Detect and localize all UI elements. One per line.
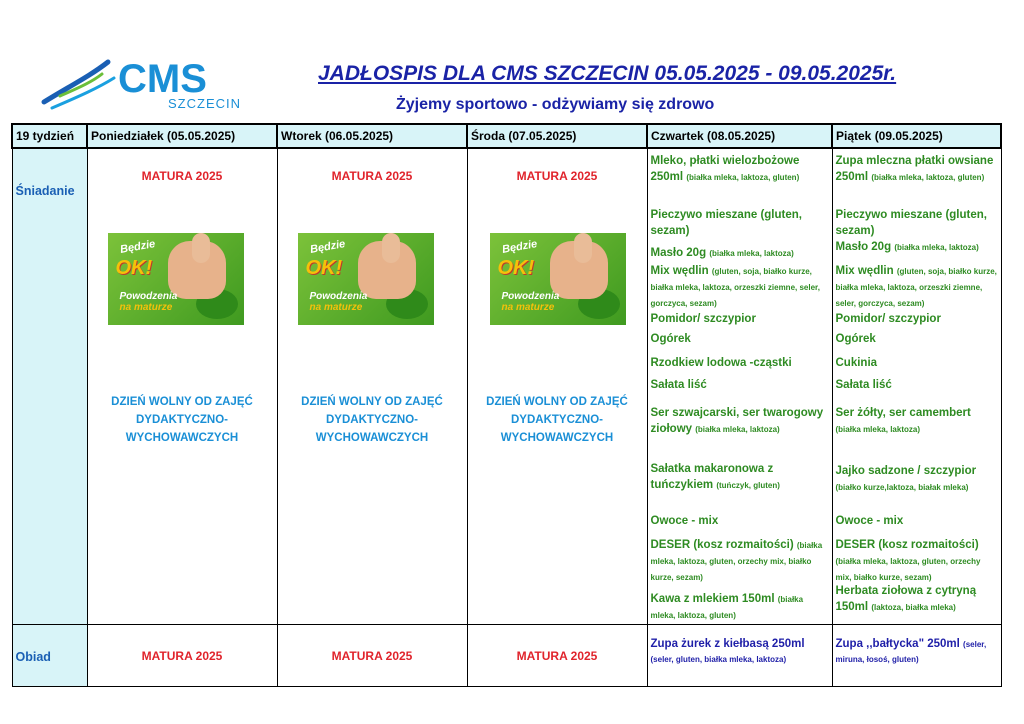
day-thursday: Czwartek (08.05.2025) bbox=[647, 124, 832, 148]
monday-breakfast bbox=[87, 148, 277, 624]
matura-label: MATURA 2025 bbox=[516, 648, 598, 663]
menu-item: Masło 20g (białka mleka, laktoza) bbox=[835, 241, 979, 253]
menu-item: Pieczywo mieszane (gluten, sezam) bbox=[835, 209, 987, 237]
menu-table bbox=[11, 123, 1002, 687]
tuesday-breakfast bbox=[277, 148, 467, 624]
menu-item: Sałata liść bbox=[835, 379, 892, 391]
menu-item: DESER (kosz rozmaitości) (białka mleka, laktoza, gluten, orzechy mix, białko kurze, sezam) bbox=[650, 539, 823, 582]
good-luck-image: Będzie OK! Powodzenia na maturze bbox=[490, 233, 626, 325]
matura-label: MATURA 2025 bbox=[141, 169, 223, 183]
menu-item: Ogórek bbox=[650, 333, 691, 345]
day-off-text: DZIEŃ WOLNY OD ZAJĘĆ DYDAKTYCZNO- WYCHOWAWCZYCH bbox=[301, 396, 443, 444]
menu-item: Sałatka makaronowa z tuńczykiem (tuńczyk, gluten) bbox=[650, 463, 780, 491]
matura-label: MATURA 2025 bbox=[516, 169, 598, 183]
menu-item: Kawa z mlekiem 150ml (białka mleka, laktoza, gluten) bbox=[650, 593, 804, 620]
matura-label: MATURA 2025 bbox=[331, 169, 413, 183]
thursday-lunch: Zupa żurek z kiełbasą 250ml (seler, gluten, białka mleka, laktoza) bbox=[650, 637, 805, 664]
menu-item: Pomidor/ szczypior bbox=[650, 313, 756, 325]
friday-lunch: Zupa ,,bałtycka" 250ml (seler, miruna, łosoś, gluten) bbox=[835, 637, 987, 664]
matura-label: MATURA 2025 bbox=[141, 648, 223, 663]
menu-item: Mleko, płatki wielozbożowe 250ml (białka mleka, laktoza, gluten) bbox=[650, 155, 800, 183]
lunch-row bbox=[12, 624, 1001, 686]
menu-item: Sałata liść bbox=[650, 379, 707, 391]
day-tuesday: Wtorek (06.05.2025) bbox=[277, 124, 467, 148]
header-row bbox=[12, 124, 1001, 148]
page-subtitle: Żyjemy sportowo - odżywiamy się zdrowo bbox=[396, 96, 715, 113]
menu-item: Ogórek bbox=[835, 333, 876, 345]
good-luck-image: Będzie OK! Powodzenia na maturze bbox=[108, 233, 244, 325]
menu-item: Owoce - mix bbox=[650, 515, 719, 527]
friday-breakfast bbox=[832, 148, 1001, 624]
menu-item: Mix wędlin (gluten, soja, białko kurze, białka mleka, laktoza, orzeszki ziemne, seler, gorczyca, sezam) bbox=[835, 265, 997, 308]
menu-item: Cukinia bbox=[835, 357, 878, 369]
day-friday: Piątek (09.05.2025) bbox=[832, 124, 1001, 148]
row-label-breakfast: Śniadanie bbox=[15, 184, 75, 198]
menu-item: Pomidor/ szczypior bbox=[835, 313, 941, 325]
thursday-breakfast bbox=[647, 148, 832, 624]
row-label-lunch: Obiad bbox=[15, 649, 51, 664]
matura-label: MATURA 2025 bbox=[331, 648, 413, 663]
menu-item: Zupa mleczna płatki owsiane 250ml (białka mleka, laktoza, gluten) bbox=[835, 155, 994, 183]
menu-item: Owoce - mix bbox=[835, 515, 904, 527]
logo-sub: SZCZECIN bbox=[168, 96, 241, 111]
day-wednesday: Środa (07.05.2025) bbox=[467, 124, 647, 148]
breakfast-row bbox=[12, 148, 1001, 624]
day-off-text: DZIEŃ WOLNY OD ZAJĘĆ DYDAKTYCZNO- WYCHOWAWCZYCH bbox=[486, 396, 628, 444]
menu-item: Rzodkiew lodowa -cząstki bbox=[650, 357, 792, 369]
menu-item: Jajko sadzone / szczypior (białko kurze,laktoza, białak mleka) bbox=[835, 465, 977, 492]
day-off-text: DZIEŃ WOLNY OD ZAJĘĆ DYDAKTYCZNO- WYCHOWAWCZYCH bbox=[111, 396, 253, 444]
logo-text: CMS bbox=[118, 57, 207, 101]
day-monday: Poniedziałek (05.05.2025) bbox=[87, 124, 277, 148]
menu-item: Ser żółty, ser camembert (białka mleka, laktoza) bbox=[835, 407, 971, 434]
menu-item: Pieczywo mieszane (gluten, sezam) bbox=[650, 209, 802, 237]
week-label: 19 tydzień bbox=[12, 124, 87, 148]
cms-logo bbox=[40, 56, 280, 112]
good-luck-image: Będzie OK! Powodzenia na maturze bbox=[298, 233, 434, 325]
menu-item: Ser szwajcarski, ser twarogowy ziołowy (białka mleka, laktoza) bbox=[650, 407, 824, 435]
menu-item: Herbata ziołowa z cytryną 150ml (laktoza, białka mleka) bbox=[835, 585, 977, 613]
menu-item: Mix wędlin (gluten, soja, białko kurze, białka mleka, laktoza, orzeszki ziemne, seler, gorczyca, sezam) bbox=[650, 265, 820, 308]
page-title: JADŁOSPIS DLA CMS SZCZECIN 05.05.2025 - 09.05.2025r. bbox=[318, 62, 897, 85]
wednesday-breakfast bbox=[467, 148, 647, 624]
menu-item: DESER (kosz rozmaitości) (białka mleka, laktoza, gluten, orzechy mix, białko kurze, sezam) bbox=[835, 539, 981, 582]
menu-item: Masło 20g (białka mleka, laktoza) bbox=[650, 247, 794, 259]
